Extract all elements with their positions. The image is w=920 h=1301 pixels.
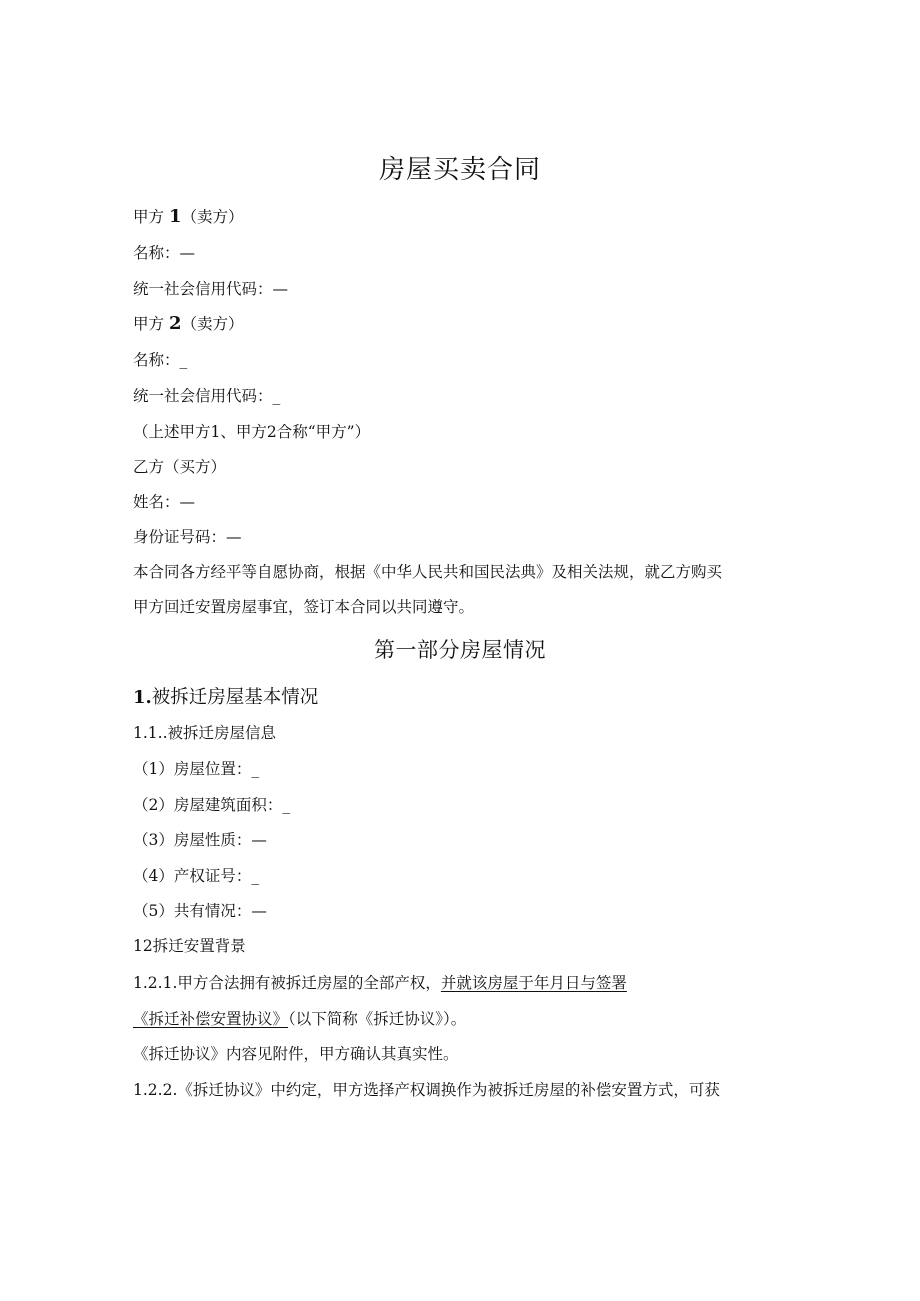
agreement-short-name: （以下简称《拆迁协议》）。 [288,1010,467,1028]
clause-1-2-1 [133,972,627,994]
clause-1-2: 12拆迁安置背景 [133,937,246,955]
party-a1-role: （卖方） [181,208,244,226]
clause-1-2-2: 1.2.2.《拆迁协议》中约定，甲方选择产权调换作为被拆迁房屋的补偿安置方式，可获 [133,1081,720,1099]
party-a1-name-line: 名称：— [133,244,196,262]
section-1-heading [133,684,318,712]
party-b-heading: 乙方（买方） [133,458,227,476]
party-b-id-line: 身份证号码：— [133,528,242,546]
party-a2-name-line: 名称：_ [133,351,188,369]
section-1-title: 被拆迁房屋基本情况 [151,687,319,708]
party-b-name-line: 姓名：— [133,493,196,511]
document-title: 房屋买卖合同 [378,155,541,185]
clause-1-2-1-underlined-text: 并就该房屋于年月日与签署 [440,974,627,992]
party-a2-credit-code-line: 统一社会信用代码：_ [133,387,281,405]
item-2-floor-area: （2）房屋建筑面积：_ [133,796,291,814]
clause-1-1: 1.1..被拆迁房屋信息 [133,724,277,742]
party-a2-heading-prefix: 甲方 [133,315,165,333]
preamble-line-1: 本合同各方经平等自愿协商，根据《中华人民共和国民法典》及相关法规，就乙方购买 [133,563,723,581]
party-a1-heading-prefix: 甲方 [133,208,165,226]
item-4-title-number: （4）产权证号：_ [133,867,260,885]
party-a2-heading [133,313,244,335]
party-a1-heading [133,206,244,228]
party-a1-credit-code-line: 统一社会信用代码：— [133,280,289,298]
preamble-line-2: 甲方回迁安置房屋事宜，签订本合同以共同遵守。 [133,598,475,616]
agreement-title: 《拆迁补偿安置协议》 [133,1010,289,1028]
part-one-heading: 第一部分房屋情况 [374,638,546,662]
annex-line: 《拆迁协议》内容见附件，甲方确认其真实性。 [133,1045,459,1063]
item-5-co-ownership: （5）共有情况：— [133,902,267,920]
party-a1-number: 1 [168,206,182,227]
party-a-collective-note: （上述甲方1、甲方2合称“甲方”） [133,423,371,441]
section-1-number: 1. [133,687,152,708]
clause-1-2-1-text: 1.2.1.甲方合法拥有被拆迁房屋的全部产权， [133,974,441,992]
item-1-location: （1）房屋位置：_ [133,760,260,778]
item-3-property-nature: （3）房屋性质：— [133,831,267,849]
party-a2-role: （卖方） [181,315,244,333]
party-a2-number: 2 [168,313,182,334]
agreement-reference-line [133,1008,466,1030]
